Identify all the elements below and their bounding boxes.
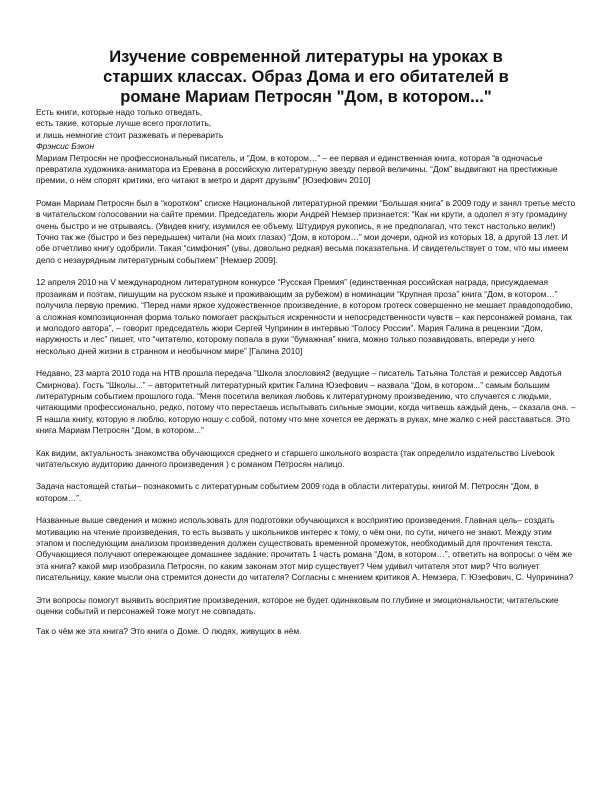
paragraph: Эти вопросы помогут выявить восприятие произведения, которое не будет одинаковым по глубине и эмоциональности; читательские оценки событий и персонажей тоже могут не совпадать. (36, 594, 559, 617)
epigraph-line: и лишь немногие стоит разжевать и переварить (36, 129, 224, 140)
epigraph-line: есть такие, которые лучше всего проглотить, (36, 118, 212, 129)
epigraph-author: Фрэнсис Бэкон (36, 141, 95, 152)
title-line: старших классах. Образ Дома и его обитателей в (103, 68, 509, 86)
paragraph: Как видим, актуальность знакомства обучающихся среднего и старшего школьного возраста (так определило издательство Livebook читательскую аудиторию данного произведения ) с романом Петросян налицо. (36, 447, 555, 469)
title-line: романе Мариам Петросян "Дом, в котором..." (120, 88, 492, 106)
paragraph: 12 апреля 2010 на V международном литературном конкурсе “Русская Премия” (единственная российская награда, присуждаемая прозаикам и поэтам, пишущим на русском языке и проживающим за рубежом) в номинации “Крупная проза” книга “Дом, в котором…” получила первую премию. “Перед нами яркое художественное произведение, в котором гротеск совершенно не мешает правдоподобию, а сложная композиционная форма только помогает раскрыться искренности и непосредственности чувств – как персонажей романа, так и молодого автора”, – говорит председатель жюри Сергей Чупринин в интервью “Голосу России”. Мария Галина в рецензии “Дом, наружность и лес” пишет, что “читателю, которому попала в руки “бумажная” книга, можно только позавидовать, впереди у него несколько дней жизни в странном и необычном мире” [Галина 2010] (36, 277, 573, 356)
paragraph: Роман Мариам Петросян был в “коротком” списке Национальной литературной премии “Большая книга” в 2009 году и занял третье место в читательском голосовании на сайте премии. Председатель жюри Андрей Немзер признается: “Как ни крути, а одолел я эту громадину очень быстро и не отрываясь. (Увидев книгу, изумился ее объему. Штудируя рукопись, я не предполагал, что текст настолько велик!) Точно так же (быстро и без передышек) читали (на моих глазах) “Дом, в котором…” мои дочери, одной из которых 18, а другой 13 лет. И обе отчетливо книгу одобрили. Такая “симфония” (увы, довольно редкая) весьма показательна. И свидетельствует о том, что мы имеем дело с незаурядным литературным событием” [Немзер 2009]. (36, 197, 576, 265)
article-body (36, 107, 576, 638)
epigraph (36, 107, 576, 153)
paragraph: Так о чём же эта книга? Это книга о Доме. О людях, живущих в нём. (36, 626, 302, 637)
paragraph: Мариам Петросян не профессиональный писатель, и “Дом, в котором…” – ее первая и единственная книга, которая “в одночасье превратила художника-аниматора из Еревана в российскую литературную звезду первой величины. “Дом” выдвигают на престижные премии, о нём спорят критики, его читают в метро и дарят друзьям” [Юзефович 2010] (36, 152, 558, 186)
paragraph: Названные выше сведения и можно использовать для подготовки обучающихся к восприятию произведения. Главная цель– создать мотивацию на чтение произведения, то есть вызвать у школьников интерес к тому, о чём они, по сути, ничего не знают. Между этим этапом и последующим анализом произведения должен существовать временной промежуток, необходимый для прочтения текста. Обучающиеся получают опережающее домашнее задание: прочитать 1 часть романа “Дом, в котором…”, ответить на вопросы: о чём же эта книга? какой мир изобразила Петросян, по каким законам этот мир существует? Чем удивил читателя этот мир? Что волнует писательницу, какие мысли она стремится донести до читателя? Согласны с мнением критиков А. Немзера, Г. Юзефович, С. Чупринина? (36, 515, 574, 583)
article-title (60, 47, 552, 107)
paragraph: Задача настоящей статьи– познакомить с литературным событием 2009 года в области литературы, книгой М. Петросян “Дом, в котором…”. (36, 481, 539, 503)
epigraph-line: Есть книги, которые надо только отведать, (36, 107, 203, 117)
title-line: Изучение современной литературы на уроках в (109, 48, 503, 66)
paragraph: Недавно, 23 марта 2010 года на НТВ прошла передача “Школа злословия2 (ведущие – писатель Татьяна Толстая и режиссер Авдотья Смирнова). Гость “Школы...” – авторитетный литературный критик Галина Юзефович – назвала “Дом, в котором...” самым большим литературным событием прошлого года. “Меня посетила великая любовь к литературному произведению, что случается с людьми, читающими профессионально, редко, потому что перестаешь испытывать сильные эмоции, когда читаешь каждый день, – сказала она. – Я нашла книгу, которую я люблю, которую ношу с собой, потому что мне хочется ее держать в руках, мне жалко с ней расставаться. Это книга Мариам Петросян “Дом, в котором...” (36, 368, 576, 436)
